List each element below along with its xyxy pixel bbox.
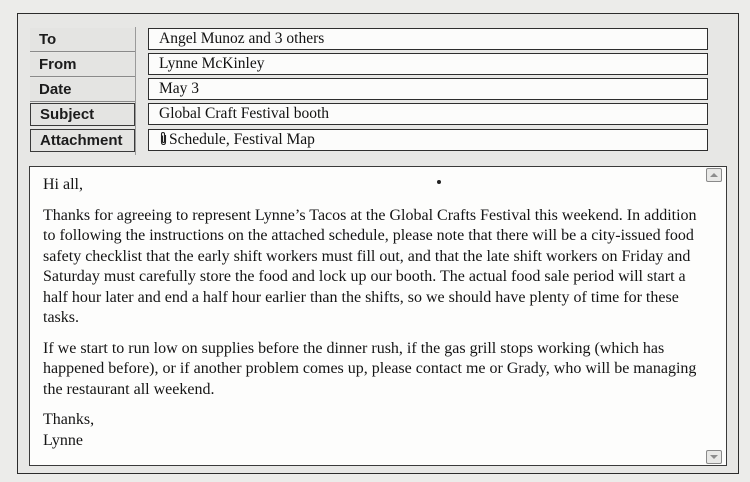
row-separator [30, 51, 135, 52]
attachment-field[interactable] [148, 129, 708, 151]
date-label: Date [30, 78, 135, 101]
paperclip-icon[interactable] [159, 131, 168, 152]
row-separator [30, 101, 135, 102]
from-label: From [30, 53, 135, 76]
subject-row [30, 103, 708, 126]
attachment-row [30, 129, 708, 152]
row-separator [30, 76, 135, 77]
greeting: Hi all, [43, 176, 83, 193]
message-text [43, 175, 703, 451]
message-body[interactable] [29, 166, 727, 466]
to-row [30, 28, 708, 51]
to-label: To [30, 28, 135, 51]
closing: Thanks, [43, 411, 95, 428]
date-row [30, 78, 708, 101]
signature: Lynne [43, 431, 83, 449]
from-row [30, 53, 708, 76]
to-field[interactable]: Angel Munoz and 3 others [148, 28, 708, 50]
scroll-up-arrow-icon [707, 169, 721, 181]
attachment-label: Attachment [30, 129, 135, 152]
paragraph-2: If we start to run low on supplies before the dinner rush, if the gas grill stops working (which has happened before), or if another problem comes up, please contact me or Grady, who will be managing the restaurant all weekend. [43, 339, 697, 398]
scroll-up-button[interactable] [706, 168, 722, 182]
paragraph-1: Thanks for agreeing to represent Lynne’s Tacos at the Global Crafts Festival this weekend. In addition to following the instructions on the attached schedule, please note that there will be a city-issued food safety checklist that the early shift workers must fill out, and that the late shift workers on Friday and Saturday must carefully store the food and lock up our booth. The actual food sale period will start a half hour later and end a half hour earlier than the shifts, so we should have plenty of time for these tasks. [43, 206, 697, 326]
from-field[interactable]: Lynne McKinley [148, 53, 708, 75]
scroll-down-button[interactable] [706, 450, 722, 464]
attachment-names[interactable]: Schedule, Festival Map [169, 131, 315, 148]
subject-label: Subject [30, 103, 135, 126]
subject-field[interactable]: Global Craft Festival booth [148, 103, 708, 125]
scroll-down-arrow-icon [707, 451, 721, 463]
date-field[interactable]: May 3 [148, 78, 708, 100]
